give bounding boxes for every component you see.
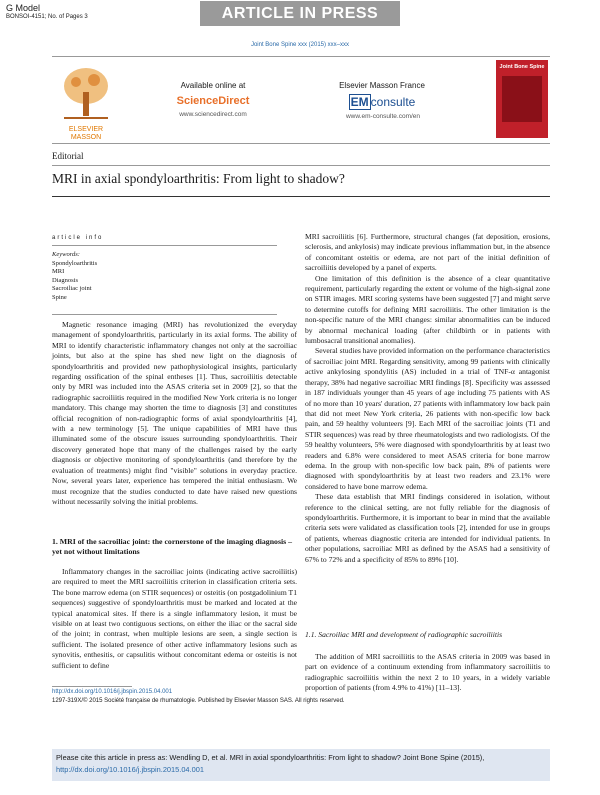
- article-info-heading: article info: [52, 235, 104, 241]
- keywords-list: [52, 260, 97, 302]
- divider: [52, 686, 132, 687]
- elsevier-masson-wordmark: ELSEVIER MASSON: [68, 126, 104, 141]
- body-paragraph-section1-1: [305, 652, 550, 694]
- em-logo-mark: EM: [350, 95, 369, 109]
- paragraph: MRI sacroiliitis [6]. Furthermore, structural changes (fat deposition, erosions, sclerosis, and ankylosis) may indicate previous inflammation but, in the absence of concomitant osteitis or edema, are not part of the initial definition of sacroiliitis developed by a panel of experts.: [305, 232, 550, 273]
- sciencedirect-logo[interactable]: ScienceDirect: [176, 95, 250, 107]
- paragraph: Several studies have provided information on the performance characteristics of sacroiliac joint MRI. Regarding sensitivity, among 99 patients with clinically active ankylosing spondylitis (AS) included in a trial of TNF-α antagonist therapy, 38% had negative sacroiliac MRI findings [8]. Specificity was assessed in 187 individuals younger than 45 years of age including 75 patients with AS of no more than 10 years' duration, 27 patients with inflammatory low back pain that did not meet New York criteria, 26 patients with non-specific low back pain, and 59 healthy volunteers [9]. Each MRI of the sacroiliac joints (T1 and STIR sequences) was read by three rheumatologists and two radiologists. Of the 59 healthy volunteers, 5% were diagnosed with spondyloarthritis by at least two readers and 6.8% were considered to meet ASAS criteria for bone marrow edema. In the group with non-specific low back pain, 8% of patients were diagnosed with spondyloarthritis by at least two readers and 23.1% were considered to have bone marrow edema.: [305, 346, 550, 491]
- copyright-notice: 1297-319X/© 2015 Société française de rhumatologie. Published by Elsevier Masson SAS. All rights reserved.: [52, 698, 345, 704]
- article-title: MRI in axial spondyloarthritis: From light to shadow?: [52, 171, 345, 186]
- elsevier-masson-france-label: Elsevier Masson France: [339, 81, 425, 90]
- g-model-label: G Model: [6, 3, 41, 13]
- cover-image: [502, 76, 542, 122]
- section-heading-1-1: 1.1. Sacroiliac MRI and development of radiographic sacroiliitis: [305, 630, 503, 639]
- keywords-label: Keywords:: [52, 251, 80, 258]
- keyword: Spondyloarthritis: [52, 260, 98, 267]
- doi-link[interactable]: http://dx.doi.org/10.1016/j.jbspin.2015.04.001: [52, 689, 173, 695]
- section-label: Editorial: [52, 151, 84, 161]
- citation-text: Please cite this article in press as: Wendling D, et al. MRI in axial spondyloarthritis: From light to shadow? Joint Bone Spine (2015),: [56, 753, 485, 762]
- keyword: Sacroiliac joint: [52, 285, 92, 293]
- paragraph: Inflammatory changes in the sacroiliac joints (indicating active sacroiliitis) are required to meet the MRI sacroiliitis criterion in classification criteria sets. The bone marrow edema (on STIR sequences) or osteitis (on postgadolinium T1 sequences) suggestive of spondyloarthritis must be marked and located at the typical anatomical sites. If there is a single inflammatory lesion, it must be visible on at least two contiguous sections, on either the iliac or the sacral side of the joint; in contrast, when multiple lesions are seen, a single section is sufficient. The isolated presence of other active inflammatory lesions such as synovitis, enthesitis, or capsulitis without concomitant edema or osteitis is not sufficient to define: [52, 567, 297, 670]
- consulte-wordmark: consulte: [370, 95, 416, 109]
- article-in-press-banner: ARTICLE IN PRESS: [200, 1, 400, 26]
- paragraph: These data establish that MRI findings considered in isolation, without reference to the clinical setting, are not fully reliable for the diagnosis of spondyloarthritis. Furthermore, it is important to bear in mind that the available criteria sets were validated as classification tools [2], intended for use in groups of patients, whereas diagnostic criteria are intended for individual patients. In other populations, sacroiliac MRI as defined by the ASAS had a sensitivity of 67% to 72% and a specificity of 85% to 89% [10].: [305, 492, 550, 564]
- citation-doi-link[interactable]: http://dx.doi.org/10.1016/j.jbspin.2015.04.001: [56, 765, 204, 774]
- em-consulte-logo[interactable]: [340, 95, 424, 109]
- body-column-right: [305, 232, 550, 565]
- article-code: BONSOI-4151; No. of Pages 3: [6, 14, 88, 20]
- cover-title: Joint Bone Spine: [499, 64, 545, 70]
- journal-header-box: [52, 56, 550, 144]
- paragraph: The addition of MRI sacroiliitis to the ASAS criteria in 2009 was based in part on evidence of a continuum extending from inflammatory sacroiliitis to radiographic sacroiliitis within the next 2 to 10 years, in a widely variable proportion of patients (from 4.9% to 41%) [11–13].: [305, 652, 550, 693]
- divider: [52, 196, 550, 197]
- available-online-label: Available online at: [180, 81, 246, 90]
- sciencedirect-url[interactable]: www.sciencedirect.com: [179, 111, 247, 118]
- section-heading-1: 1. MRI of the sacroiliac joint: the cornerstone of the imaging diagnosis – yet not without limitations: [52, 537, 293, 556]
- paragraph: One limitation of this definition is the absence of a clear quantitative requirement, particularly regarding the extent or volume of the high-signal zone on STIR images. MRI scoring systems have been suggested [7] and might serve to determine cutoffs for defining MRI sacroiliitis. The other limitation is the non-specific nature of the MRI changes: similar abnormalities can be induced by abnormal mechanical loading (after childbirth or in patients with lumbosacral transitional anomalies).: [305, 273, 550, 346]
- body-paragraph-intro: [52, 320, 297, 507]
- em-consulte-url[interactable]: www.em-consulte.com/en: [345, 113, 421, 120]
- journal-reference[interactable]: Joint Bone Spine xxx (2015) xxx–xxx: [250, 42, 350, 48]
- keyword: Diagnosis: [52, 276, 78, 284]
- keyword: Spine: [52, 293, 67, 301]
- body-paragraph-section1: [52, 567, 297, 671]
- paragraph: Magnetic resonance imaging (MRI) has revolutionized the everyday management of spondyloarthritis, particularly in its axial forms. The ability of MRI to identify characteristic inflammatory changes not only at the sacroiliac joints, but also at the spine has shed new light on the diagnosis of spondyloarthritis and provided new pathophysiological insights, particularly regarding ossification of the spinal entheses [1]. Thus, sacroiliitis detectable only by MRI was included into the ASAS criteria set in 2009 [2], so that the radiographic sacroiliitis required in the modified New York criteria is no longer mandatory. This change may shorten the time to diagnosis [3] and constitutes official recognition of non-radiographic forms of axial spondyloarthritis [4], with a new terminology [5]. The unique capabilities of MRI have thus illuminated some of the obscure issues surrounding spondyloarthritis. Their discovery generated hope that many of the challenges raised by the early diagnosis or objective monitoring of spondyloarthritis (and therefore by the evaluation of treatments) might find "visible" solutions in everyday practice. Now, several years later, experience has tempered the initial enthusiasm. We must recognize that the studies conducted to date have raised new questions without necessarily solving the initial problems.: [52, 320, 297, 506]
- divider: [52, 314, 277, 315]
- journal-cover-thumbnail[interactable]: [496, 60, 548, 138]
- keyword: MRI: [52, 268, 65, 276]
- elsevier-tree-logo-icon: [56, 62, 116, 124]
- divider: [52, 245, 277, 246]
- divider: [52, 165, 550, 166]
- citation-box: [52, 749, 550, 781]
